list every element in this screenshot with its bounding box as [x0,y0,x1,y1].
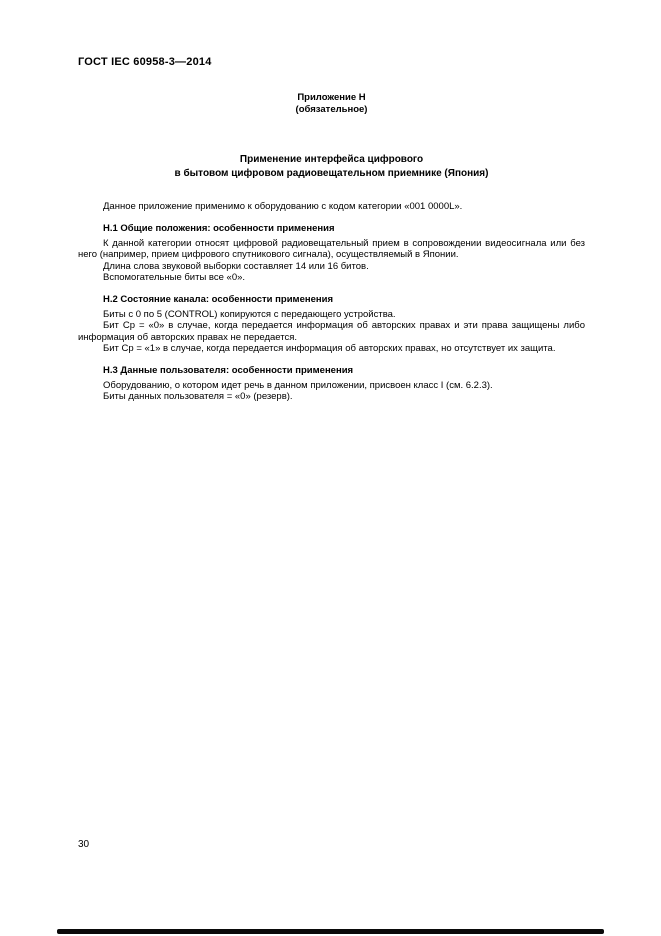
section-h1 [78,223,585,283]
section-h1-heading: Н.1 Общие положения: особенности применения [103,223,335,235]
section-h2 [78,294,585,354]
section-h3-paragraph-2: Биты данных пользователя = «0» (резерв). [103,391,293,403]
section-h2-paragraph-1: Биты с 0 по 5 (CONTROL) копируются с передающего устройства. [103,308,396,320]
document-body [78,201,585,403]
section-h2-paragraph-2: Бит Ср = «0» в случае, когда передается информация об авторских правах и эти права защищены либо информация об авторских правах не передается. [78,320,585,343]
section-h3 [78,365,585,402]
section-h1-paragraph-1: К данной категории относят цифровой радиовещательный прием в сопровождении видеосигнала или без него (например, прием цифрового спутникового сигнала), осуществляемый в Японии. [78,237,585,261]
page-number: 30 [78,839,90,850]
document-title-line-1: Применение интерфейса цифрового [239,154,424,165]
section-h3-paragraph-1: Оборудованию, о котором идет речь в данном приложении, присвоен класс I (см. 6.2.3). [103,379,493,391]
section-h3-heading: Н.3 Данные пользователя: особенности применения [103,365,354,377]
section-h1-paragraph-3: Вспомогательные биты все «0». [103,272,246,284]
annex-block [78,92,585,116]
intro-paragraph: Данное приложение применимо к оборудованию с кодом категории «001 0000L». [103,201,463,212]
document-title [78,153,585,181]
section-h2-heading: Н.2 Состояние канала: особенности применения [103,294,333,306]
section-h2-paragraph-3: Бит Ср = «1» в случае, когда передается информация об авторских правах, но отсутствует их защита. [103,343,556,355]
page-content [78,0,585,403]
document-title-line-2: в бытовом цифровом радиовещательном приемнике (Япония) [174,168,489,179]
annex-type: (обязательное) [295,104,368,115]
scan-edge-artifact [57,929,604,934]
document-standard-number: ГОСТ IEC 60958-3—2014 [78,56,212,68]
annex-label: Приложение Н [297,92,366,103]
section-h1-paragraph-2: Длина слова звуковой выборки составляет 14 или 16 битов. [103,260,369,272]
